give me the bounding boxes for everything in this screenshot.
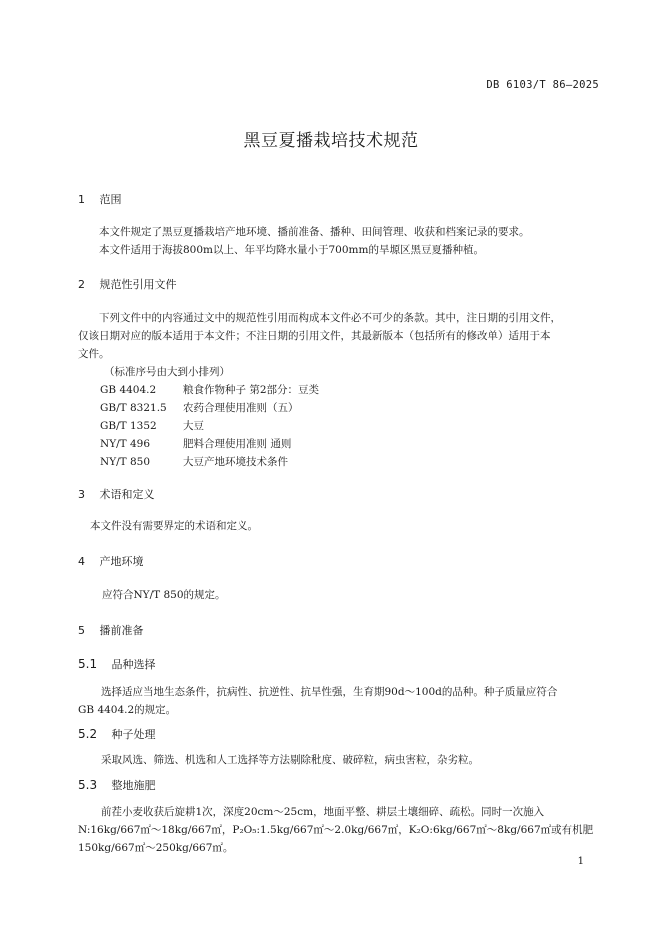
reference-code: GB/T 1352 (100, 420, 157, 432)
reference-code: NY/T 850 (100, 456, 151, 468)
page-number: 1 (577, 856, 584, 867)
reference-item (100, 436, 291, 451)
order-note: （标准序号由大到小排列） (104, 366, 230, 378)
paragraph: 应符合NY/T 850的规定。 (102, 589, 226, 601)
section-number: 3 (78, 488, 85, 501)
reference-name: 农药合理使用准则（五） (183, 402, 299, 414)
section-number: 5 (78, 624, 85, 637)
section-title: 术语和定义 (99, 488, 155, 501)
subsection-5-1-heading (78, 656, 156, 672)
section-title: 播前准备 (99, 624, 144, 637)
section-number: 4 (78, 555, 85, 568)
document-code: DB 6103/T 86—2025 (486, 79, 599, 91)
subsection-number: 5.1 (78, 657, 98, 671)
reference-name: 粮食作物种子 第2部分：豆类 (183, 384, 320, 396)
paragraph: 本文件规定了黑豆夏播栽培产地环境、播前准备、播种、田间管理、收获和档案记录的要求。 (99, 226, 530, 238)
subsection-title: 种子处理 (111, 728, 156, 741)
paragraph-line: 选择适应当地生态条件，抗病性、抗逆性、抗旱性强，生育期90d～100d的品种。种子质量应符合 (101, 686, 558, 698)
reference-item (100, 382, 319, 397)
subsection-title: 品种选择 (111, 658, 156, 671)
section-title: 产地环境 (99, 555, 144, 568)
section-title: 规范性引用文件 (99, 278, 177, 291)
section-5-heading (78, 622, 144, 638)
section-3-heading (78, 486, 155, 502)
reference-code: GB 4404.2 (100, 384, 157, 396)
paragraph-line: 150kg/667㎡～250kg/667㎡。 (78, 842, 234, 854)
section-number: 1 (78, 193, 85, 206)
paragraph-line: 仅该日期对应的版本适用于本文件；不注日期的引用文件，其最新版本（包括所有的修改单）适用于本 (78, 330, 551, 342)
paragraph: 本文件适用于海拔800m以上、年平均降水量小于700mm的旱塬区黑豆夏播种植。 (99, 244, 484, 256)
reference-name: 大豆 (183, 420, 204, 432)
paragraph-line: N:16kg/667㎡～18kg/667㎡，P₂O₅:1.5kg/667㎡～2.0kg/667㎡，K₂O:6kg/667㎡～8kg/667㎡或有机肥 (78, 824, 594, 836)
reference-item (100, 418, 204, 433)
paragraph-line: 采取风选、筛选、机选和人工选择等方法剔除秕度、破碎粒，病虫害粒，杂劣粒。 (101, 754, 479, 766)
subsection-title: 整地施肥 (111, 779, 156, 792)
section-1-heading (78, 191, 122, 207)
reference-name: 肥料合理使用准则 通则 (183, 438, 292, 450)
paragraph-line: GB 4404.2的规定。 (78, 704, 177, 716)
reference-name: 大豆产地环境技术条件 (183, 456, 288, 468)
paragraph: 本文件没有需要界定的术语和定义。 (90, 520, 258, 532)
subsection-number: 5.3 (78, 778, 98, 792)
section-2-heading (78, 276, 177, 292)
section-number: 2 (78, 278, 85, 291)
paragraph-line: 前茬小麦收获后旋耕1次，深度20cm～25cm，地面平整、耕层土壤细碎、疏松。同时一次施入 (101, 806, 545, 818)
subsection-5-2-heading (78, 726, 156, 742)
paragraph-line: 下列文件中的内容通过文中的规范性引用而构成本文件必不可少的条款。其中，注日期的引用文件， (99, 312, 561, 324)
reference-item (100, 454, 288, 469)
reference-code: NY/T 496 (100, 438, 151, 450)
document-title: 黑豆夏播栽培技术规范 (243, 131, 419, 151)
section-4-heading (78, 553, 144, 569)
paragraph-line: 文件。 (78, 348, 110, 360)
reference-code: GB/T 8321.5 (100, 402, 167, 414)
subsection-number: 5.2 (78, 727, 98, 741)
subsection-5-3-heading (78, 777, 156, 793)
section-title: 范围 (99, 193, 122, 206)
reference-item (100, 400, 299, 415)
